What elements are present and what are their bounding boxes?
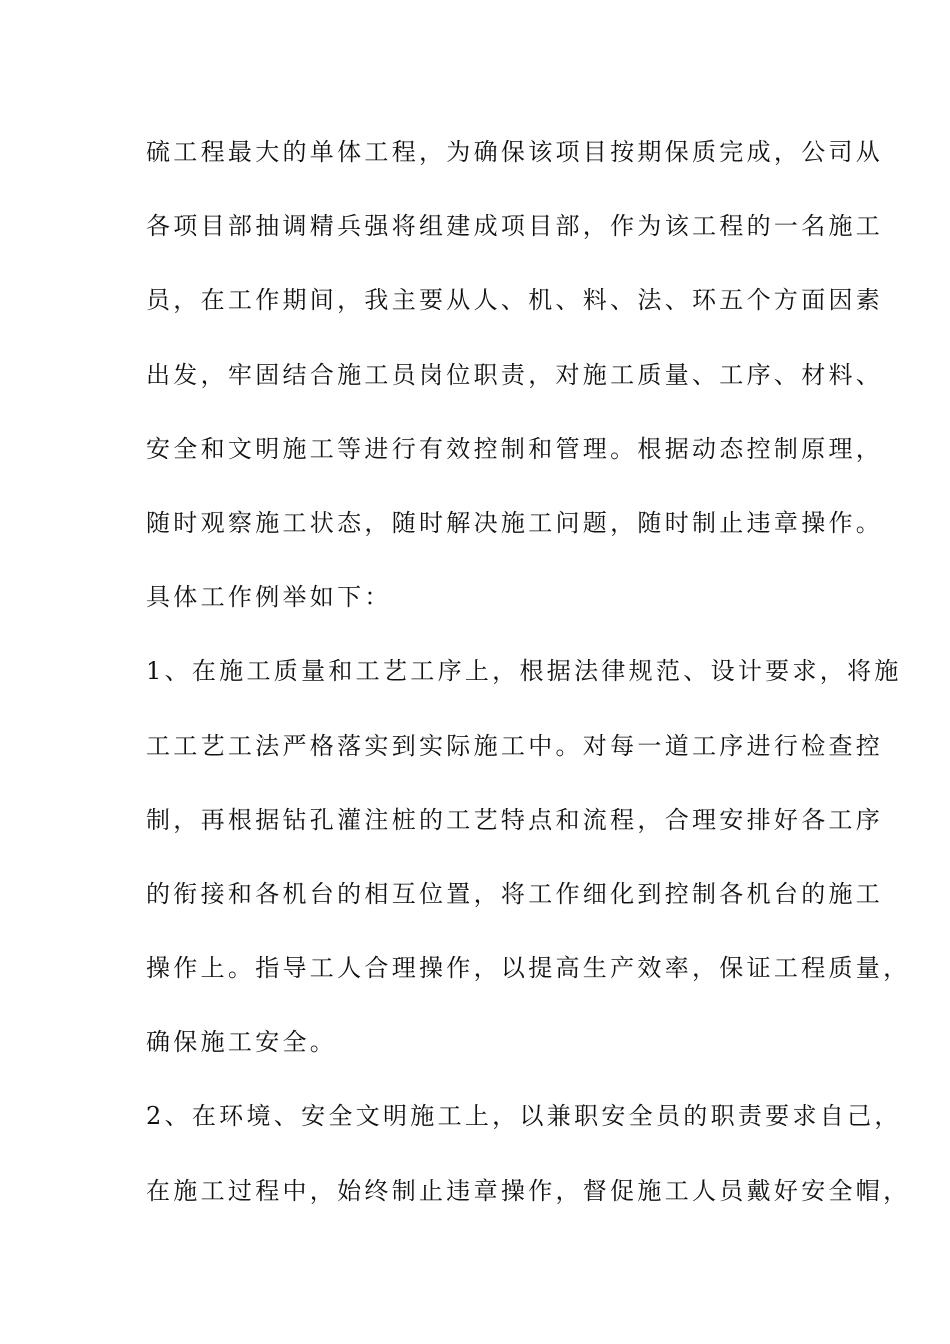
document-body [146,128,911,1241]
text-line: 员，在工作期间，我主要从人、机、料、法、环五个方面因素 [146,286,884,315]
text-line: 在施工过程中，始终制止违章操作，督促施工人员戴好安全帽， [146,1176,911,1205]
text-line: 确保施工安全。 [146,1028,338,1057]
text-line: 工工艺工法严格落实到实际施工中。对每一道工序进行检查控 [146,731,884,760]
text-line: 随时观察施工状态，随时解决施工问题，随时制止违章操作。 [146,508,884,537]
text-line: 具体工作例举如下： [146,583,392,612]
text-line: 操作上。指导工人合理操作，以提高生产效率，保证工程质量， [146,954,911,983]
text-line: 安全和文明施工等进行有效控制和管理。根据动态控制原理， [146,434,884,463]
text-line: 硫工程最大的单体工程，为确保该项目按期保质完成，公司从 [146,138,884,166]
text-line: 制，再根据钻孔灌注桩的工艺特点和流程，合理安排好各工序 [146,805,884,834]
text-line: 各项目部抽调精兵强将组建成项目部，作为该工程的一名施工 [146,212,884,241]
text-line: 2、在环境、安全文明施工上，以兼职安全员的职责要求自己， [146,1102,902,1131]
text-line: 1、在施工质量和工艺工序上，根据法律规范、设计要求，将施 [146,657,902,686]
text-line: 的衔接和各机台的相互位置，将工作细化到控制各机台的施工 [146,879,884,908]
text-line: 出发，牢固结合施工员岗位职责，对施工质量、工序、材料、 [146,360,884,389]
